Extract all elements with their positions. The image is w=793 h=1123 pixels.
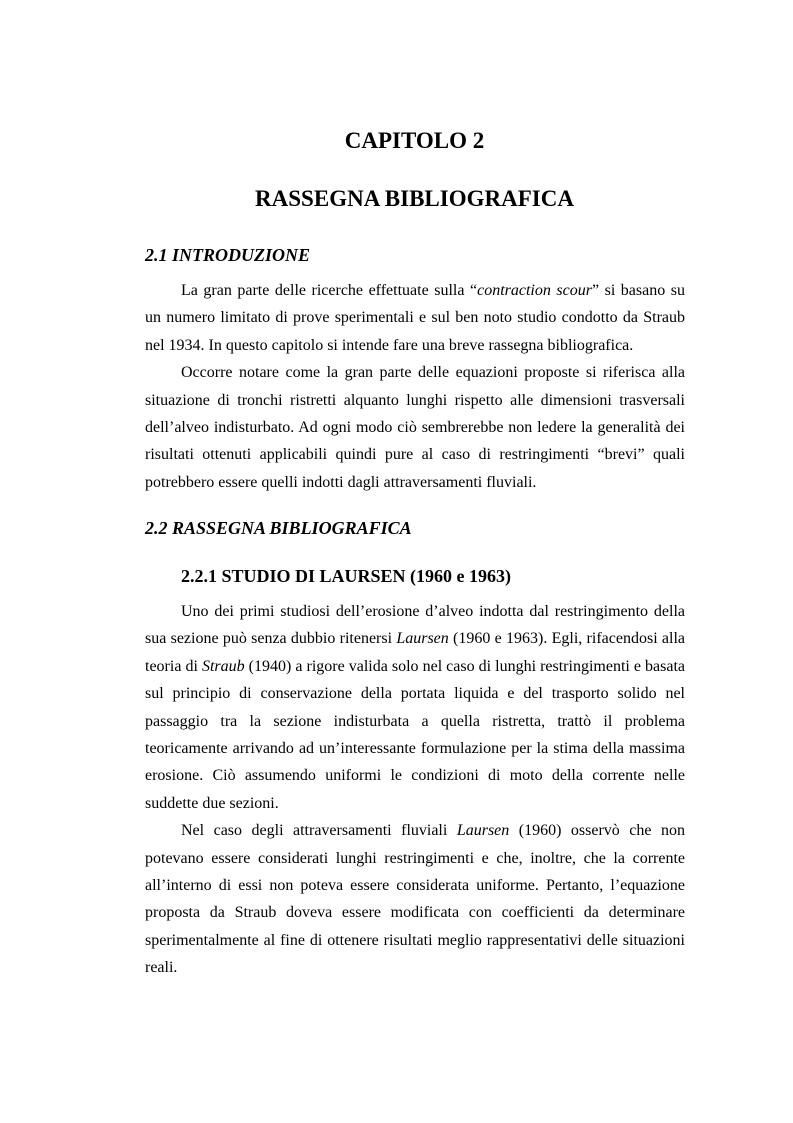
laursen-paragraph-2 bbox=[145, 817, 685, 981]
section-heading-rassegna: 2.2 RASSEGNA BIBLIOGRAFICA bbox=[145, 518, 412, 538]
text-run: Uno dei primi studiosi dell’erosione d’alveo indotta dal restringimento della sua sezione può senza dubbio ritenersi bbox=[145, 603, 685, 648]
italic-author: Straub bbox=[201, 657, 245, 675]
intro-paragraph-2: Occorre notare come la gran parte delle equazioni proposte si riferisca alla situazione di tronchi ristretti alquanto lunghi rispetto alle dimensioni trasversali dell’alveo indisturbato. Ad ogni modo ciò sembrerebbe non ledere la generalità dei risultati ottenuti applicabili quindi pure al caso di restringimenti “brevi” quali potrebbero essere quelli indotti dagli attraversamenti fluviali. bbox=[145, 364, 685, 491]
italic-term: contraction scour bbox=[477, 282, 592, 299]
text-run: (1960) osservò che non potevano essere considerati lunghi restringimenti e che, inoltre, che la corrente all’interno di essi non poteva essere considerata uniforme. Pertanto, l’equazione proposta da Straub doveva essere modificata con coefficienti da determinare sperimentalmente al fine di ottenere risultati meglio rappresentativi delle situazioni reali. bbox=[145, 822, 685, 977]
text-run: La gran parte delle ricerche effettuate sulla “ bbox=[181, 282, 478, 299]
text-run: Nel caso degli attraversamenti fluviali bbox=[181, 822, 457, 840]
text-run: ” si basano su un numero limitato di prove sperimentali e sul ben noto studio condotto da Straub nel 1934. In questo capitolo si intende fare una breve rassegna bibliografica. bbox=[145, 282, 685, 354]
chapter-title: RASSEGNA BIBLIOGRAFICA bbox=[255, 186, 574, 211]
text-run: (1940) a rigore valida solo nel caso di lunghi restringimenti e basata sul principio di conservazione della portata liquida e del trasporto solido nel passaggio tra la sezione indisturbata a quella ristretta, trattò il problema teoricamente arrivando ad un’interessante formulazione per la stima della massima erosione. Ciò assumendo uniformi le condizioni di moto della corrente nelle suddette due sezioni. bbox=[145, 657, 685, 812]
chapter-label: CAPITOLO 2 bbox=[344, 128, 485, 153]
italic-author: Laursen bbox=[456, 822, 510, 840]
subsection-heading-laursen: 2.2.1 STUDIO DI LAURSEN (1960 e 1963) bbox=[181, 566, 512, 586]
intro-paragraph-1 bbox=[145, 277, 685, 359]
italic-author: Laursen bbox=[396, 630, 449, 648]
laursen-paragraph-1 bbox=[145, 598, 685, 817]
introduction-body bbox=[145, 277, 685, 496]
section-heading-introduzione: 2.1 INTRODUZIONE bbox=[145, 245, 311, 265]
text-run: (1960 e 1963). Egli, rifacendosi alla teoria di bbox=[145, 630, 686, 675]
laursen-body bbox=[145, 598, 685, 982]
